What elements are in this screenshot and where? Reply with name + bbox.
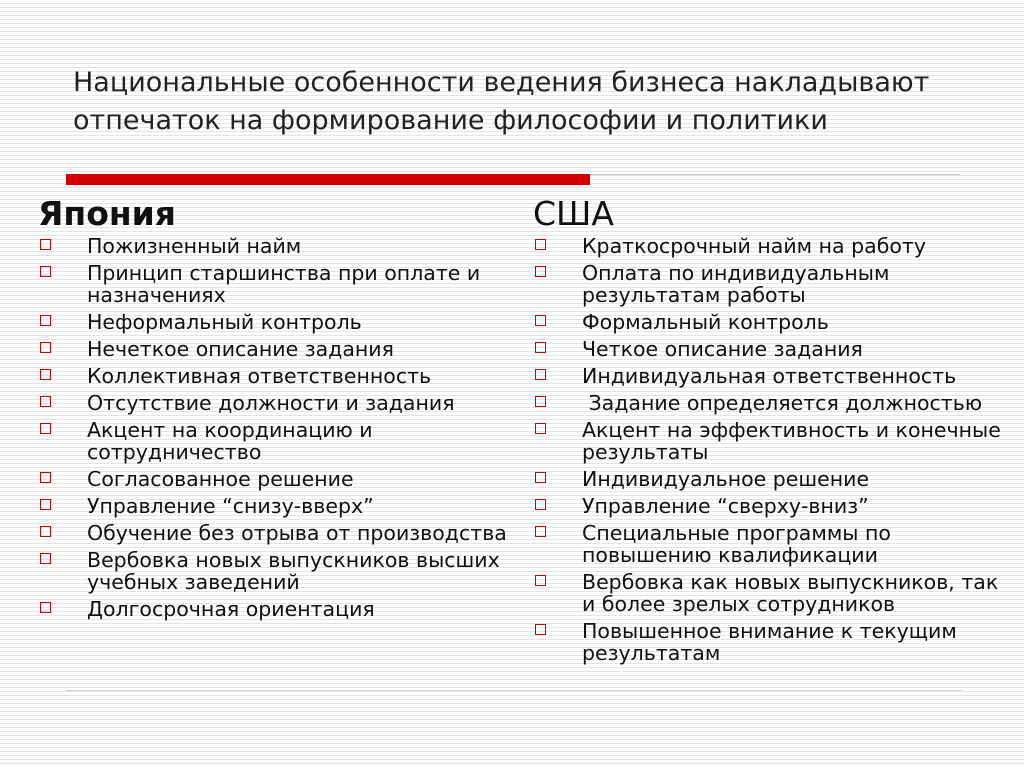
japan-heading: Япония [38, 194, 176, 233]
list-item: Принцип старшинства при оплате и назначениях [38, 262, 508, 306]
list-item: Пожизненный найм [38, 235, 508, 257]
usa-column [533, 193, 1003, 669]
square-bullet-icon [535, 342, 546, 353]
square-bullet-icon [535, 575, 546, 586]
square-bullet-icon [40, 423, 51, 434]
title-underline-red [66, 174, 590, 185]
square-bullet-icon [40, 553, 51, 564]
square-bullet-icon [535, 315, 546, 326]
square-bullet-icon [40, 266, 51, 277]
list-item: Обучение без отрыва от производства [38, 522, 508, 544]
list-item: Индивидуальное решение [533, 468, 1003, 490]
square-bullet-icon [535, 239, 546, 250]
square-bullet-icon [40, 396, 51, 407]
square-bullet-icon [535, 423, 546, 434]
square-bullet-icon [40, 315, 51, 326]
list-item: Формальный контроль [533, 311, 1003, 333]
usa-heading: США [533, 194, 614, 233]
list-item: Четкое описание задания [533, 338, 1003, 360]
japan-column [38, 193, 508, 625]
list-item: Вербовка как новых выпускников, так и более зрелых сотрудников [533, 571, 1003, 615]
square-bullet-icon [535, 266, 546, 277]
square-bullet-icon [535, 526, 546, 537]
japan-list [38, 235, 508, 620]
square-bullet-icon [40, 526, 51, 537]
list-item: Специальные программы по повышению квалификации [533, 522, 1003, 566]
square-bullet-icon [40, 342, 51, 353]
list-item: Задание определяется должностью [533, 392, 1003, 414]
usa-list [533, 235, 1003, 664]
square-bullet-icon [40, 602, 51, 613]
list-item: Управление “сверху-вниз” [533, 495, 1003, 517]
list-item: Согласованное решение [38, 468, 508, 490]
square-bullet-icon [535, 396, 546, 407]
list-item: Краткосрочный найм на работу [533, 235, 1003, 257]
list-item: Неформальный контроль [38, 311, 508, 333]
list-item: Индивидуальная ответственность [533, 365, 1003, 387]
list-item: Нечеткое описание задания [38, 338, 508, 360]
list-item: Долгосрочная ориентация [38, 598, 508, 620]
square-bullet-icon [535, 499, 546, 510]
list-item: Вербовка новых выпускников высших учебных заведений [38, 549, 508, 593]
square-bullet-icon [535, 472, 546, 483]
slide-title: Национальные особенности ведения бизнеса накладывают отпечаток на формирование философии и политики [73, 67, 930, 136]
list-item: Акцент на координацию и сотрудничество [38, 419, 508, 463]
square-bullet-icon [535, 369, 546, 380]
bottom-divider [66, 690, 962, 691]
list-item: Отсутствие должности и задания [38, 392, 508, 414]
list-item: Оплата по индивидуальным результатам работы [533, 262, 1003, 306]
square-bullet-icon [40, 472, 51, 483]
square-bullet-icon [40, 239, 51, 250]
list-item: Управление “снизу-вверх” [38, 495, 508, 517]
square-bullet-icon [535, 624, 546, 635]
list-item: Акцент на эффективность и конечные результаты [533, 419, 1003, 463]
square-bullet-icon [40, 369, 51, 380]
square-bullet-icon [40, 499, 51, 510]
title-underline-thin [590, 174, 960, 175]
list-item: Повышенное внимание к текущим результатам [533, 620, 1003, 664]
list-item: Коллективная ответственность [38, 365, 508, 387]
